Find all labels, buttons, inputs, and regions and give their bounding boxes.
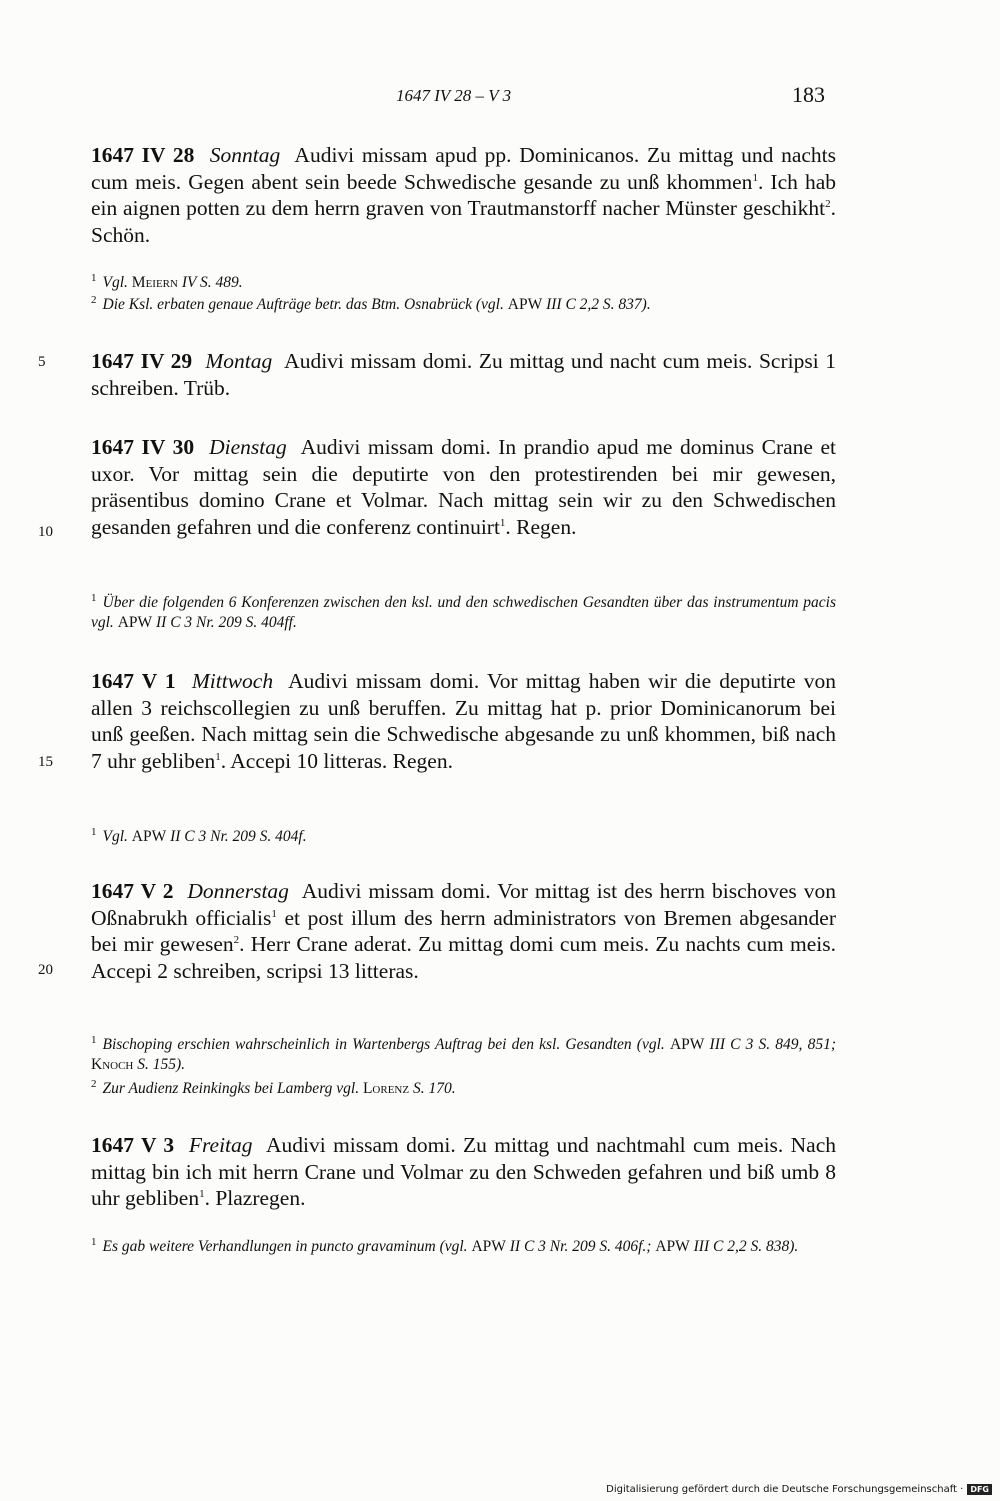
footnote-number: 1 xyxy=(91,272,97,284)
footnote-text: II C 3 Nr. 209 S. 404f. xyxy=(166,828,307,846)
footnote-text: II C 3 Nr. 209 S. 404ff. xyxy=(152,614,297,632)
line-number: 15 xyxy=(38,754,53,770)
diary-entry xyxy=(91,348,836,401)
entry-weekday: Mittwoch xyxy=(191,669,274,693)
footnote-number: 1 xyxy=(91,826,97,838)
footnote xyxy=(91,588,836,633)
footnote xyxy=(91,1074,836,1099)
footnote-author: Meiern xyxy=(131,274,178,292)
diary-entry xyxy=(91,1132,836,1212)
footnote-source: APW xyxy=(669,1036,705,1054)
diary-entry xyxy=(91,668,836,774)
entry-date: 1647 V 1 xyxy=(91,669,176,693)
diary-entry xyxy=(91,878,836,984)
footnote-text: II C 3 Nr. 209 S. 406f.; xyxy=(505,1238,656,1256)
entry-date: 1647 IV 28 xyxy=(91,143,195,167)
entry-text: et post illum des herrn administrators von Bremen abgesander bei mir gewesen xyxy=(91,905,836,956)
footnote-source: APW xyxy=(655,1238,690,1256)
footnote-text: S. 170. xyxy=(409,1080,456,1098)
entry-weekday: Sonntag xyxy=(209,143,281,167)
entry-text: . Herr Crane aderat. Zu mittag domi cum meis. Zu nachts cum meis. Accepi 2 schreiben, scripsi 13 litteras. xyxy=(91,932,836,983)
footnote-text: Über die folgenden 6 Konferenzen zwischen den ksl. und den schwedischen Gesandten über das instrumentum pacis vgl. xyxy=(91,594,836,632)
footnote-number: 2 xyxy=(91,1078,97,1090)
entry-weekday: Freitag xyxy=(188,1133,253,1157)
footnote-text: IV S. 489. xyxy=(177,274,243,292)
entry-text: . Accepi 10 litteras. Regen. xyxy=(220,748,453,773)
running-head: 1647 IV 28 – V 3 xyxy=(396,86,512,105)
footnote-source: APW xyxy=(471,1238,506,1256)
footnote-number: 1 xyxy=(91,1236,97,1248)
footnote-text: S. 155). xyxy=(133,1056,186,1074)
entry-date: 1647 IV 29 xyxy=(91,349,193,373)
footnote-text: III C 3 S. 849, 851; xyxy=(704,1036,836,1054)
footnote-author: Lorenz xyxy=(362,1080,410,1098)
entry-text: Audivi missam domi. Zu mittag und nachtmahl cum meis. Nach mittag bin ich mit herrn Crane und Volmar zu den Schweden gefahren und biß umb 8 uhr gebliben xyxy=(91,1133,836,1210)
footnote xyxy=(91,290,836,315)
footnote-text: Die Ksl. erbaten genaue Aufträge betr. das Btm. Osnabrück (vgl. xyxy=(102,296,508,314)
footnote-text: Bischoping erschien wahrscheinlich in Wartenbergs Auftrag bei den ksl. Gesandten (vgl. xyxy=(102,1036,670,1054)
footnote-author: Knoch xyxy=(91,1056,134,1074)
footnote-ref: 1 xyxy=(752,171,758,184)
entry-text: . Ich hab ein aignen potten zu dem herrn graven von Trautmanstorff nacher Münster geschikht xyxy=(91,169,837,220)
footnote-source: APW xyxy=(131,828,167,846)
entry-weekday: Montag xyxy=(205,349,273,373)
footnote-ref: 1 xyxy=(215,750,221,763)
digitization-credit xyxy=(606,1484,992,1495)
line-number: 20 xyxy=(38,962,53,978)
footnote-text: Es gab weitere Verhandlungen in puncto gravaminum (vgl. xyxy=(102,1238,472,1256)
entry-weekday: Donnerstag xyxy=(187,879,289,903)
dfg-logo: DFG xyxy=(967,1484,992,1495)
footnote-text: Vgl. xyxy=(102,828,132,846)
line-number: 5 xyxy=(38,354,46,370)
entry-text: Audivi missam domi. Vor mittag haben wir die deputirte von allen 3 reichscollegien zu unß beruffen. Zu mittag hat p. prior Dominicanorum bei unß geeßen. Nach mittag sein die Schwedische abgesande zu unß khommen, biß nach 7 uhr gebliben xyxy=(91,669,837,773)
diary-entry xyxy=(91,434,836,540)
diary-entry xyxy=(91,142,836,248)
footnote xyxy=(91,1232,836,1257)
page-number: 183 xyxy=(792,82,825,107)
footnote-text: Zur Audienz Reinkingks bei Lamberg vgl. xyxy=(102,1080,363,1098)
entry-date: 1647 V 3 xyxy=(91,1133,175,1157)
footnote-number: 1 xyxy=(91,592,97,604)
footnote xyxy=(91,822,836,847)
footnote-ref: 2 xyxy=(233,933,240,946)
line-number: 10 xyxy=(38,524,53,540)
entry-date: 1647 V 2 xyxy=(91,879,174,903)
entry-weekday: Dienstag xyxy=(209,435,287,459)
footnote-source: APW xyxy=(507,296,543,314)
entry-text: . Plazregen. xyxy=(204,1186,306,1210)
footnote-ref: 1 xyxy=(499,516,506,529)
footnote-number: 1 xyxy=(91,1034,97,1046)
footnote-number: 2 xyxy=(91,294,97,306)
entry-text: . Schön. xyxy=(91,196,836,247)
footnote-ref: 1 xyxy=(271,907,277,920)
entry-text: . Regen. xyxy=(505,514,577,539)
entry-text: Audivi missam apud pp. Dominicanos. Zu mittag und nachts cum meis. Gegen abent sein beede Schwedische gesande zu unß khommen xyxy=(91,143,836,194)
footnote-source: APW xyxy=(117,614,153,632)
footnote-text: III C 2,2 S. 838). xyxy=(689,1238,799,1256)
footnote-ref: 2 xyxy=(825,197,831,210)
entry-text: Audivi missam domi. Zu mittag und nacht cum meis. Scripsi 1 schreiben. Trüb. xyxy=(91,349,836,400)
footnote-ref: 1 xyxy=(199,1187,205,1200)
footnote xyxy=(91,1030,836,1075)
footnote-text: Vgl. xyxy=(102,274,132,292)
credit-text: Digitalisierung gefördert durch die Deutsche Forschungsgemeinschaft · xyxy=(606,1484,964,1495)
footnote-text: III C 2,2 S. 837). xyxy=(542,296,651,314)
entry-text: Audivi missam domi. In prandio apud me dominus Crane et uxor. Vor mittag sein die deputirte von den protestirenden bei mir gewesen, präsentibus domino Crane et Volmar. Nach mittag sein wir zu den Schwedischen gesanden gefahren und die conferenz continuirt xyxy=(91,435,836,539)
entry-date: 1647 IV 30 xyxy=(91,435,195,459)
entry-text: Audivi missam domi. Vor mittag ist des herrn bischoves von Oßnabrukh officialis xyxy=(91,879,837,930)
